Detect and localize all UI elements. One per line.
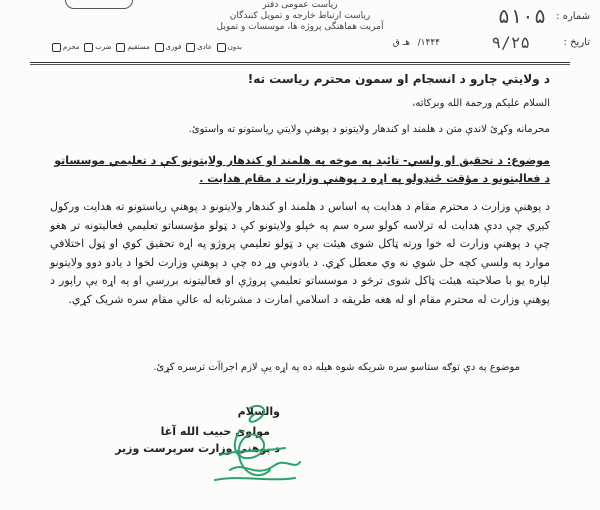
signer-name: مولوی حبيب الله آغا <box>160 425 270 438</box>
checkbox-item[interactable] <box>52 40 79 54</box>
checkbox-box[interactable] <box>217 43 226 52</box>
regards: والسلام <box>237 405 280 418</box>
org-line: رياست عمومی دفتر <box>262 0 338 10</box>
checkbox-label: عادی <box>197 43 213 51</box>
checkbox-label: بدون <box>227 43 242 51</box>
checkbox-item[interactable] <box>217 40 242 54</box>
org-header <box>200 0 400 33</box>
header-divider <box>30 64 570 65</box>
intro-line: محرمانه وکړئ لاندې متن د هلمند او کندهار ولايتونو د پوهنې ولايتي رياستونو ته واستوئ. <box>188 124 550 135</box>
checkbox-item[interactable] <box>186 40 212 54</box>
date-row <box>390 34 590 52</box>
date-value: ۹/۲۵ <box>491 33 530 52</box>
checkbox-box[interactable] <box>186 43 195 52</box>
date-unit: هـ ق <box>392 38 410 48</box>
signer-title: د پوهنې وزارت سرپرست وزير <box>115 442 280 455</box>
number-row <box>390 4 590 28</box>
checkbox-label: فوری <box>165 43 182 51</box>
checkbox-label: ضرب <box>95 43 112 51</box>
number-value: ۵۱۰۵ <box>497 4 546 28</box>
recipient-line: د ولايتي چارو د انسجام او سمون محترم رياست ته! <box>247 72 550 86</box>
checkbox-box[interactable] <box>116 43 125 52</box>
date-year: ۱۴۴۴/ <box>417 38 440 48</box>
checkbox-item[interactable] <box>155 40 182 54</box>
checkbox-label: محرم <box>63 43 80 51</box>
number-label: شماره : <box>556 11 590 22</box>
subject-line: موضوع: د تحقيق او ولسي- تائيد په موخه په هلمند او کندهار ولايتونو کې د تعليمي موسساتو د فعاليتونو د مؤقت ځنډولو په اړه د پوهنې وزارت د مقام هدايت . <box>54 154 550 185</box>
checkbox-label: مستقيم <box>127 43 150 51</box>
date-label: تاريخ : <box>563 37 590 48</box>
checkbox-item[interactable] <box>84 40 111 54</box>
greeting: السلام عليکم ورحمة الله وبرکاته، <box>412 98 550 109</box>
ministry-seal <box>65 0 133 9</box>
checkbox-box[interactable] <box>52 43 61 52</box>
classification-checkboxes <box>52 40 242 54</box>
checkbox-item[interactable] <box>116 40 149 54</box>
handwritten-signature <box>200 400 310 490</box>
org-line: رياست ارتباط خارجه و تمويل کنندگان <box>229 11 371 21</box>
checkbox-box[interactable] <box>155 43 164 52</box>
closing-line: موضوع په دې توګه ستاسو سره شريکه شوه هيله ده په اړه يې لازم اجراآت ترسره کړئ. <box>153 362 520 373</box>
checkbox-box[interactable] <box>84 43 93 52</box>
body-paragraph: د پوهنې وزارت د محترم مقام د هدايت په اساس د هلمند او کندهار ولايتونو د پوهنې رياستونو ته هدايت ورکول کيږي چې ددې هدايت له ترلاسه کولو سره سم په خپلو ولايتونو کې د ټولو مؤسساتو تعليمي فعاليتونه تر هغو چې د پوهنې وزارت له خوا ورته ټاکل شوی هيئت يې د ټولو تعليمي پروژو په اړه تحقيق کوي او ټول اختلافي موارد په ولسي کچه حل شوي نه وي معطل کړي. د يادونې وړ ده چې د پوهنې وزارت لخوا د يادو دوو ولايتونو لپاره يو با صلاحيته هيئت ټاکل شوی ترڅو د موسساتو تعليمي پروژې او فعاليتونه بررسي او په اړه يې راپور د پوهنې وزارت له محترم مقام او له هغه طريقه د اسلامي امارت د مشرتابه له عالي مقام سره شريک کړي. <box>50 200 550 306</box>
header-divider <box>30 62 570 63</box>
org-line: آمريت هماهنگی پروژه ها، موسسات و تمويل <box>216 22 384 32</box>
